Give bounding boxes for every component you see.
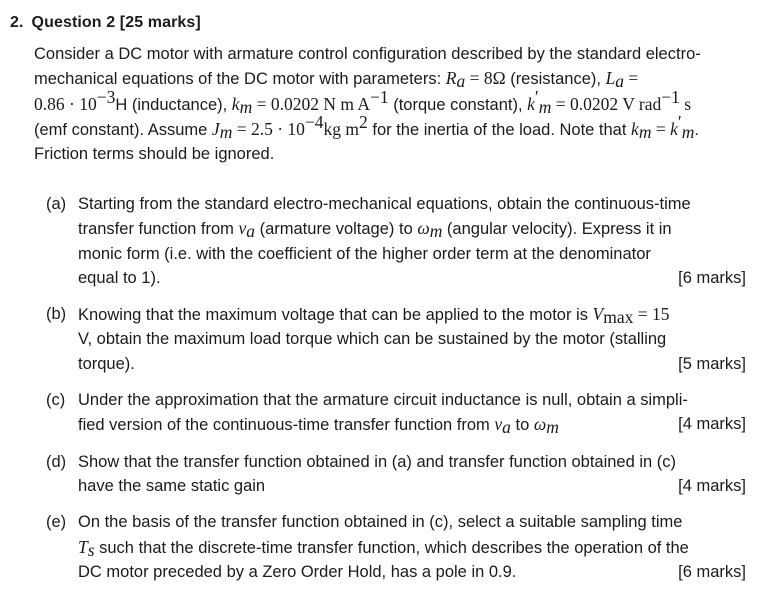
value-La-exp: −3 <box>96 86 116 107</box>
part-label: (e) <box>46 513 67 532</box>
question-title: Question 2 [25 marks] <box>31 14 201 31</box>
note-symbol-kmp-sub: m <box>681 121 695 142</box>
symbol-km: k <box>231 93 240 114</box>
symbol-Ts-sub: s <box>87 539 95 560</box>
value-Jm-unit: kg m <box>323 118 360 139</box>
symbol-wm-sub: m <box>429 221 443 242</box>
part-text: Knowing that the maximum voltage that can be applied to the motor is <box>78 306 593 325</box>
intro-line-2-text: mechanical equations of the DC motor with parameters: <box>34 70 446 89</box>
symbol-La: L <box>605 68 616 89</box>
symbol-va-sub: a <box>502 417 511 438</box>
part-a <box>46 192 746 290</box>
symbol-wm-sub: m <box>546 417 559 438</box>
note-symbol-km-sub: m <box>638 121 652 142</box>
part-text: to <box>510 416 534 435</box>
question-number: 2. <box>10 14 24 31</box>
intro-line-1: Consider a DC motor with armature control configuration described by the standard electro- <box>34 45 701 63</box>
part-body <box>78 302 746 376</box>
desc-km: (torque constant), <box>388 95 528 114</box>
part-marks: [6 marks] <box>678 562 746 581</box>
part-last-row <box>78 412 746 437</box>
part-marks: [4 marks] <box>678 476 746 495</box>
part-body <box>78 192 746 290</box>
desc-Ra: (resistance), <box>505 70 606 89</box>
part-e <box>46 510 746 584</box>
symbol-Ra-sub: a <box>456 71 466 92</box>
value-La: 0.86 · 10 <box>34 93 97 114</box>
question-parts <box>46 192 746 596</box>
symbol-vmax-sub: max <box>603 307 634 328</box>
part-text: transfer function from <box>78 220 239 239</box>
value-Jm-unit-exp: 2 <box>359 111 368 132</box>
part-label: (c) <box>46 391 66 410</box>
value-Jm-exp: −4 <box>304 111 324 132</box>
note-symbol-km: k <box>631 118 639 139</box>
part-body <box>78 510 746 584</box>
value-vmax: = 15 <box>633 304 670 325</box>
intro-line-5: Friction terms should be ignored. <box>34 145 275 164</box>
value-Jm: = 2.5 · 10 <box>232 118 305 139</box>
symbol-kmp: k <box>527 93 535 114</box>
part-text: On the basis of the transfer function obtained in (c), select a suitable sampling time <box>78 513 683 532</box>
part-text: Starting from the standard electro-mechanical equations, obtain the continuous-time <box>78 195 691 213</box>
value-kmp: = 0.0202 V rad <box>551 93 662 114</box>
intro-line-4-text: (emf constant). Assume <box>34 120 212 139</box>
value-km-exp: −1 <box>370 86 389 107</box>
part-last-row <box>78 560 746 584</box>
note-symbol-kmp-prime: ′ <box>677 111 682 132</box>
symbol-kmp-sub: m <box>538 96 552 117</box>
symbol-km-sub: m <box>239 96 253 117</box>
symbol-wm: ω <box>533 414 547 435</box>
part-text: such that the discrete-time transfer function, which describes the operation of the <box>94 538 689 557</box>
eq-La: = <box>624 68 639 89</box>
part-text: torque). <box>78 354 135 373</box>
part-text: equal to 1). <box>78 268 161 287</box>
part-marks: [6 marks] <box>678 268 746 287</box>
part-b <box>46 302 746 376</box>
value-kmp-exp: −1 <box>661 86 680 107</box>
note-end: . <box>694 120 699 139</box>
part-marks: [4 marks] <box>678 415 746 434</box>
symbol-wm: ω <box>417 218 430 239</box>
part-text: fied version of the continuous-time transfer function from <box>78 416 495 435</box>
value-km: = 0.0202 N m A <box>252 93 371 114</box>
question-intro <box>34 42 750 166</box>
desc-La: H (inductance), <box>115 95 232 114</box>
part-label: (a) <box>46 195 67 213</box>
note-eq: = <box>651 118 671 139</box>
part-label: (d) <box>46 452 67 471</box>
part-body <box>78 450 746 499</box>
value-kmp-unit: s <box>679 93 692 114</box>
symbol-vmax: V <box>592 304 604 325</box>
symbol-va: v <box>238 218 247 239</box>
symbol-Ts: T <box>78 536 88 557</box>
part-text: (angular velocity). Express it in <box>442 220 672 239</box>
part-text: monic form (i.e. with the coefficient of the higher order term at the denominator <box>78 244 651 263</box>
symbol-Ra: R <box>445 68 457 89</box>
part-body <box>78 388 746 438</box>
symbol-La-sub: a <box>615 71 625 92</box>
part-text: have the same static gain <box>78 476 266 495</box>
value-Ra: = 8Ω <box>465 68 506 89</box>
part-text: Show that the transfer function obtained in (a) and transfer function obtained in (c) <box>78 452 677 471</box>
part-c <box>46 388 746 438</box>
symbol-va-sub: a <box>246 221 256 242</box>
note-symbol-kmp: k <box>670 118 678 139</box>
part-text: V, obtain the maximum load torque which can be sustained by the motor (stalling <box>78 330 667 349</box>
question-heading <box>10 14 201 32</box>
part-marks: [5 marks] <box>678 354 746 373</box>
part-label: (b) <box>46 305 67 324</box>
intro-line-4-text-b: for the inertia of the load. Note that <box>367 120 632 139</box>
symbol-va: v <box>494 414 503 435</box>
part-last-row <box>78 352 746 376</box>
part-last-row <box>78 474 746 498</box>
part-last-row <box>78 266 746 290</box>
symbol-kmp-prime: ′ <box>534 86 539 107</box>
part-text: (armature voltage) to <box>255 220 418 239</box>
symbol-Jm: J <box>211 118 220 139</box>
part-d <box>46 450 746 499</box>
part-text: DC motor preceded by a Zero Order Hold, has a pole in 0.9. <box>78 562 517 581</box>
symbol-Jm-sub: m <box>219 121 233 142</box>
part-text: Under the approximation that the armature circuit inductance is null, obtain a simpli- <box>78 391 688 410</box>
